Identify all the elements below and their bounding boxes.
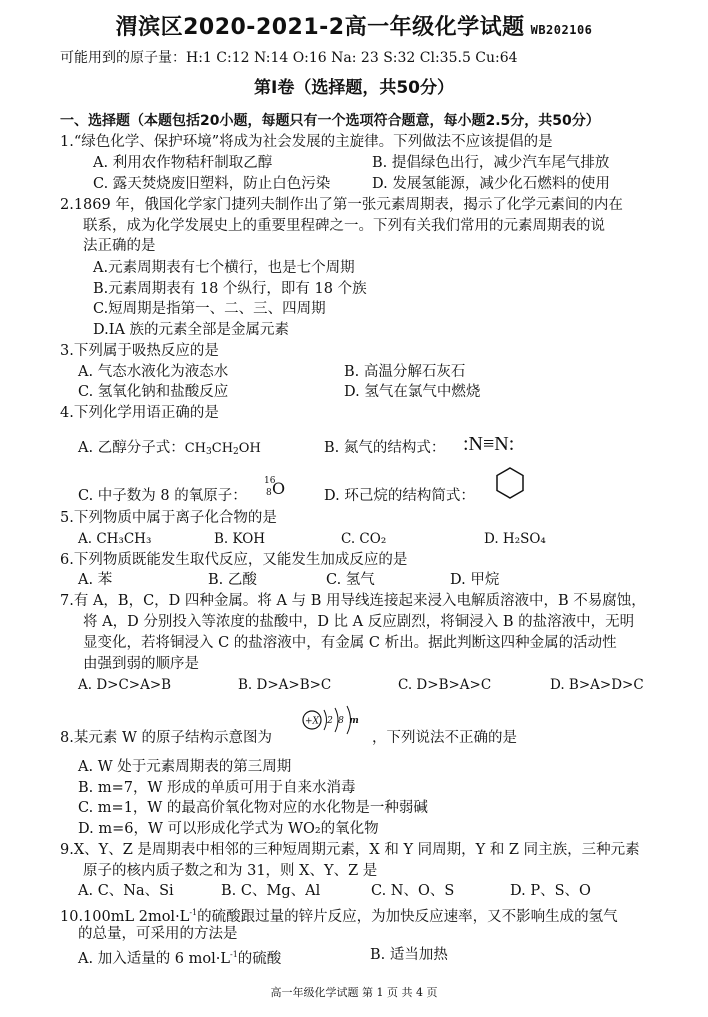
- q9-stem-line2: 原子的核内质子数之和为 31，则 X、Y、Z 是: [83, 863, 378, 879]
- q10-stem-part1: 10.100mL 2mol·L: [60, 909, 190, 925]
- q8-stem-before: 8.某元素 W 的原子结构示意图为: [60, 730, 272, 746]
- q9-option-a: A. C、Na、Si: [78, 883, 174, 899]
- q6-option-b: B. 乙酸: [208, 572, 257, 588]
- q8-option-b: B. m=7，W 形成的单质可用于自来水消毒: [78, 780, 356, 796]
- q7-option-d: D. B>A>D>C: [550, 677, 644, 693]
- q10-stem-part2: 的硫酸跟过量的锌片反应，为加快反应速率，又不影响生成的氢气: [197, 909, 618, 925]
- q7-option-b: B. D>A>B>C: [238, 677, 332, 693]
- atomic-masses: 可能用到的原子量：H:1 C:12 N:14 O:16 Na: 23 S:32 Cl:35.5 Cu:64: [60, 50, 518, 66]
- part1-title: 第Ⅰ卷（选择题，共50分）: [254, 78, 454, 98]
- q6-option-a: A. 苯: [78, 572, 113, 588]
- q4-option-a-text: A. 乙醇分子式：: [78, 440, 185, 456]
- q1-option-b: B. 提倡绿色出行，减少汽车尾气排放: [372, 155, 610, 171]
- q7-option-a: A. D>C>A>B: [78, 677, 172, 693]
- q2-option-c: C.短周期是指第一、二、三、四周期: [93, 301, 326, 317]
- q10-option-a-superscript: -1: [230, 950, 238, 959]
- q1-option-d: D. 发展氢能源，减少化石燃料的使用: [372, 176, 610, 192]
- q7-stem-line1: 7.有 A，B，C，D 四种金属。将 A 与 B 用导线连接起来浸入电解质溶液中，B 不易腐蚀，: [60, 593, 646, 609]
- q2-option-a: A.元素周期表有七个横行，也是七个周期: [93, 260, 355, 276]
- q10-option-a-part2: 的硫酸: [237, 951, 282, 967]
- nitrogen-structural-formula: :N≡N:: [463, 433, 515, 455]
- q8-option-a: A. W 处于元素周期表的第三周期: [78, 759, 292, 775]
- q10-stem-superscript: -1: [189, 908, 198, 917]
- q6-stem: 6.下列物质既能发生取代反应，又能发生加成反应的是: [60, 552, 408, 568]
- q6-option-d: D. 甲烷: [450, 572, 500, 588]
- q10-option-a-part1: A. 加入适量的 6 mol·L: [78, 951, 230, 967]
- q4-option-c: C. 中子数为 8 的氧原子：: [78, 488, 247, 504]
- q5-option-b: B. KOH: [214, 531, 266, 547]
- q6-option-c: C. 氢气: [326, 572, 375, 588]
- q7-stem-line3: 显变化，若将铜浸入 C 的盐溶液中，有金属 C 析出。据此判断这四种金属的活动性: [83, 635, 617, 651]
- oxygen-mass-number: 16: [264, 476, 276, 486]
- q2-stem-line2: 联系，成为化学发展史上的重要里程碑之一。下列有关我们常用的元素周期表的说: [83, 218, 605, 234]
- q5-option-c: C. CO₂: [341, 531, 387, 547]
- q3-option-d: D. 氢气在氯气中燃烧: [344, 384, 481, 400]
- q9-option-d: D. P、S、O: [510, 883, 591, 899]
- q4-option-b: [324, 438, 445, 458]
- q7-option-c: C. D>B>A>C: [398, 677, 492, 693]
- q2-stem-line1: 2.1869 年，俄国化学家门捷列夫制作出了第一张元素周期表，揭示了化学元素间的内在: [60, 197, 623, 213]
- exam-title: [0, 10, 708, 41]
- atom-structure-icon: [298, 702, 372, 738]
- q10-option-a: [78, 945, 281, 969]
- q1-option-a: A. 利用农作物秸秆制取乙醇: [93, 155, 273, 171]
- q8-option-c: C. m=1，W 的最高价氧化物对应的水化物是一种弱碱: [78, 800, 428, 816]
- page-footer: 高一年级化学试题 第 1 页 共 4 页: [270, 986, 438, 999]
- section-instruction: 一、选择题（本题包括20小题，每题只有一个选项符合题意，每小题2.5分，共50分）: [60, 113, 600, 129]
- q4-option-d: D. 环己烷的结构简式：: [324, 488, 475, 504]
- q2-option-d: D.IA 族的元素全部是金属元素: [93, 322, 290, 338]
- shell1-count: 2: [327, 716, 333, 726]
- q4-option-a: [78, 438, 261, 462]
- q10-stem-line2: 的总量，可采用的方法是: [78, 926, 238, 942]
- oxygen-symbol: O: [272, 479, 286, 498]
- q5-option-a: A. CH₃CH₃: [78, 531, 152, 547]
- q1-option-c: C. 露天焚烧废旧塑料，防止白色污染: [93, 176, 331, 192]
- title-text: 渭滨区2020-2021-2高一年级化学试题: [115, 15, 525, 40]
- ethanol-formula: $CH_3CH_2OH$: [184, 441, 261, 457]
- q3-option-c: C. 氢氧化钠和盐酸反应: [78, 384, 229, 400]
- q2-stem-line3: 法正确的是: [83, 238, 156, 254]
- q3-stem: 3.下列属于吸热反应的是: [60, 343, 219, 359]
- q5-option-d: D. H₂SO₄: [484, 531, 546, 547]
- oxygen-atomic-number: 8: [266, 488, 272, 498]
- q9-option-c: C. N、O、S: [371, 883, 455, 899]
- q10-option-b: B. 适当加热: [370, 947, 448, 963]
- q4-stem: 4.下列化学用语正确的是: [60, 405, 219, 421]
- q9-option-b: B. C、Mg、Al: [221, 883, 321, 899]
- q3-option-b: B. 高温分解石灰石: [344, 364, 466, 380]
- q1-stem: 1.“绿色化学、保护环境”将成为社会发展的主旋律。下列做法不应该提倡的是: [60, 134, 553, 150]
- hexagon-ring-icon: [493, 466, 527, 500]
- shell2-count: 8: [338, 716, 344, 726]
- q9-stem-line1: 9.X、Y、Z 是周期表中相邻的三种短周期元素，X 和 Y 同周期，Y 和 Z 同主族，三种元素: [60, 842, 640, 858]
- q3-option-a: A. 气态水液化为液态水: [78, 364, 229, 380]
- q4-option-b-text: B. 氮气的结构式：: [324, 440, 446, 456]
- shell3-count: m: [349, 716, 359, 726]
- exam-code: WB202106: [530, 23, 593, 37]
- q7-stem-line2: 将 A，D 分别投入等浓度的盐酸中，D 比 A 反应剧烈，将铜浸入 B 的盐溶液中，无明: [83, 614, 635, 630]
- q8-option-d: D. m=6，W 可以形成化学式为 WO₂的氧化物: [78, 821, 379, 837]
- q7-stem-line4: 由强到弱的顺序是: [83, 656, 199, 672]
- q5-stem: 5.下列物质中属于离子化合物的是: [60, 510, 277, 526]
- nucleus-label: +X: [305, 716, 319, 727]
- q2-option-b: B.元素周期表有 18 个纵行，即有 18 个族: [93, 281, 367, 297]
- q8-stem-after: ，下列说法不正确的是: [372, 730, 517, 746]
